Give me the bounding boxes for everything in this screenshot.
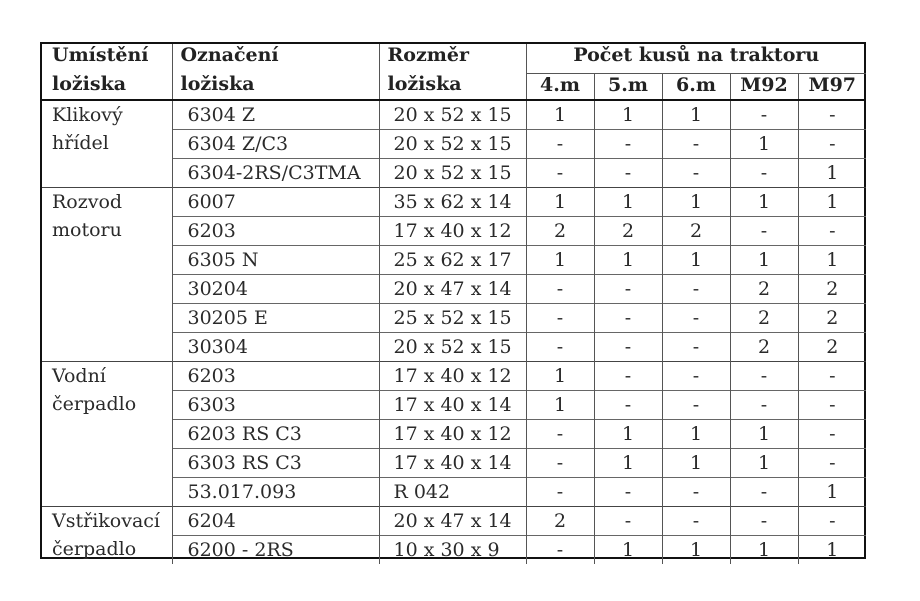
location-label-line: čerpadlo bbox=[52, 538, 137, 560]
count-cell: 1 bbox=[662, 449, 730, 478]
count-cell: - bbox=[594, 507, 662, 536]
count-cell: 1 bbox=[526, 391, 594, 420]
header-tractor-5m: 5.m bbox=[594, 73, 662, 100]
count-cell: - bbox=[526, 449, 594, 478]
location-label-line: Vodní bbox=[52, 365, 106, 387]
dimension-cell: 20 x 52 x 15 bbox=[379, 130, 526, 159]
count-cell: - bbox=[798, 100, 866, 130]
designation-cell: 30304 bbox=[172, 333, 379, 362]
count-cell: 1 bbox=[662, 246, 730, 275]
dimension-cell: 20 x 52 x 15 bbox=[379, 100, 526, 130]
dimension-cell: 17 x 40 x 12 bbox=[379, 217, 526, 246]
count-cell: - bbox=[526, 304, 594, 333]
header-location-line1: Umístění bbox=[52, 44, 149, 66]
count-cell: 1 bbox=[730, 130, 798, 159]
count-cell: 2 bbox=[730, 304, 798, 333]
location-cell bbox=[42, 362, 172, 507]
count-cell: 2 bbox=[662, 217, 730, 246]
count-cell: 1 bbox=[730, 246, 798, 275]
count-cell: 2 bbox=[798, 275, 866, 304]
designation-cell: 6204 bbox=[172, 507, 379, 536]
header-tractor-m92: M92 bbox=[730, 73, 798, 100]
dimension-cell: 20 x 52 x 15 bbox=[379, 333, 526, 362]
count-cell: 1 bbox=[798, 188, 866, 217]
table-row bbox=[42, 362, 866, 391]
count-cell: - bbox=[594, 304, 662, 333]
count-cell: 1 bbox=[730, 449, 798, 478]
count-cell: 2 bbox=[594, 217, 662, 246]
table-row bbox=[42, 188, 866, 217]
count-cell: 2 bbox=[798, 304, 866, 333]
count-cell: - bbox=[594, 275, 662, 304]
designation-cell: 53.017.093 bbox=[172, 478, 379, 507]
count-cell: 1 bbox=[798, 536, 866, 565]
dimension-cell: 35 x 62 x 14 bbox=[379, 188, 526, 217]
count-cell: - bbox=[730, 159, 798, 188]
count-cell: - bbox=[798, 391, 866, 420]
count-cell: - bbox=[662, 159, 730, 188]
dimension-cell: 20 x 47 x 14 bbox=[379, 275, 526, 304]
header-tractor-6m: 6.m bbox=[662, 73, 730, 100]
count-cell: - bbox=[798, 449, 866, 478]
count-cell: - bbox=[662, 275, 730, 304]
count-cell: 1 bbox=[526, 188, 594, 217]
count-cell: 1 bbox=[594, 536, 662, 565]
header-count-group: Počet kusů na traktoru bbox=[526, 44, 866, 73]
count-cell: - bbox=[662, 304, 730, 333]
designation-cell: 6203 RS C3 bbox=[172, 420, 379, 449]
table-header bbox=[42, 44, 866, 100]
dimension-cell: 17 x 40 x 14 bbox=[379, 449, 526, 478]
header-designation-line1: Označení bbox=[172, 44, 379, 73]
dimension-cell: 25 x 62 x 17 bbox=[379, 246, 526, 275]
count-cell: - bbox=[798, 362, 866, 391]
count-cell: 2 bbox=[730, 275, 798, 304]
designation-cell: 6303 bbox=[172, 391, 379, 420]
count-cell: 2 bbox=[798, 333, 866, 362]
count-cell: - bbox=[730, 217, 798, 246]
dimension-cell: 20 x 52 x 15 bbox=[379, 159, 526, 188]
count-cell: - bbox=[594, 478, 662, 507]
count-cell: - bbox=[798, 217, 866, 246]
dimension-cell: 17 x 40 x 14 bbox=[379, 391, 526, 420]
count-cell: 1 bbox=[662, 536, 730, 565]
designation-cell: 6303 RS C3 bbox=[172, 449, 379, 478]
count-cell: - bbox=[730, 362, 798, 391]
dimension-cell: 25 x 52 x 15 bbox=[379, 304, 526, 333]
count-cell: 1 bbox=[526, 246, 594, 275]
count-cell: 1 bbox=[730, 536, 798, 565]
dimension-cell: R 042 bbox=[379, 478, 526, 507]
count-cell: 1 bbox=[594, 449, 662, 478]
count-cell: 1 bbox=[798, 246, 866, 275]
count-cell: - bbox=[594, 159, 662, 188]
designation-cell: 6203 bbox=[172, 217, 379, 246]
count-cell: - bbox=[594, 362, 662, 391]
count-cell: 1 bbox=[594, 246, 662, 275]
count-cell: - bbox=[594, 130, 662, 159]
designation-cell: 6304 Z/C3 bbox=[172, 130, 379, 159]
count-cell: - bbox=[730, 478, 798, 507]
count-cell: 1 bbox=[798, 159, 866, 188]
table-body bbox=[42, 100, 866, 564]
bearing-table-frame bbox=[40, 42, 866, 559]
location-label-line: Vstřikovací bbox=[52, 510, 160, 532]
bearing-table bbox=[42, 44, 866, 564]
dimension-cell: 20 x 47 x 14 bbox=[379, 507, 526, 536]
count-cell: - bbox=[526, 333, 594, 362]
count-cell: - bbox=[798, 420, 866, 449]
table-row bbox=[42, 100, 866, 130]
designation-cell: 6305 N bbox=[172, 246, 379, 275]
count-cell: 1 bbox=[594, 188, 662, 217]
count-cell: 1 bbox=[594, 100, 662, 130]
count-cell: - bbox=[662, 478, 730, 507]
location-cell bbox=[42, 100, 172, 188]
location-label-line: hřídel bbox=[52, 132, 109, 154]
count-cell: - bbox=[730, 507, 798, 536]
location-cell bbox=[42, 188, 172, 362]
count-cell: 1 bbox=[594, 420, 662, 449]
table-row bbox=[42, 507, 866, 536]
count-cell: 1 bbox=[662, 100, 730, 130]
dimension-cell: 10 x 30 x 9 bbox=[379, 536, 526, 565]
count-cell: - bbox=[662, 391, 730, 420]
count-cell: - bbox=[798, 130, 866, 159]
count-cell: - bbox=[594, 391, 662, 420]
designation-cell: 6203 bbox=[172, 362, 379, 391]
designation-cell: 30204 bbox=[172, 275, 379, 304]
count-cell: - bbox=[662, 130, 730, 159]
count-cell: - bbox=[526, 536, 594, 565]
count-cell: 2 bbox=[730, 333, 798, 362]
dimension-cell: 17 x 40 x 12 bbox=[379, 420, 526, 449]
count-cell: 1 bbox=[730, 420, 798, 449]
count-cell: - bbox=[730, 100, 798, 130]
location-label-line: čerpadlo bbox=[52, 393, 137, 415]
count-cell: - bbox=[526, 420, 594, 449]
count-cell: 1 bbox=[730, 188, 798, 217]
count-cell: - bbox=[526, 159, 594, 188]
header-dimension-line2: ložiska bbox=[379, 73, 526, 100]
designation-cell: 30205 E bbox=[172, 304, 379, 333]
designation-cell: 6200 - 2RS bbox=[172, 536, 379, 565]
header-designation-line2: ložiska bbox=[172, 73, 379, 100]
location-label-line: Rozvod bbox=[52, 191, 123, 213]
count-cell: - bbox=[526, 130, 594, 159]
header-location-line2: ložiska bbox=[42, 73, 172, 100]
count-cell: - bbox=[662, 362, 730, 391]
count-cell: - bbox=[662, 507, 730, 536]
count-cell: - bbox=[798, 507, 866, 536]
designation-cell: 6304-2RS/C3TMA bbox=[172, 159, 379, 188]
count-cell: 1 bbox=[662, 188, 730, 217]
count-cell: 1 bbox=[662, 420, 730, 449]
count-cell: - bbox=[730, 391, 798, 420]
count-cell: - bbox=[594, 333, 662, 362]
designation-cell: 6304 Z bbox=[172, 100, 379, 130]
count-cell: - bbox=[662, 333, 730, 362]
header-tractor-4m: 4.m bbox=[526, 73, 594, 100]
count-cell: 1 bbox=[798, 478, 866, 507]
count-cell: 1 bbox=[526, 362, 594, 391]
count-cell: 2 bbox=[526, 507, 594, 536]
location-label-line: Klikový bbox=[52, 104, 123, 126]
header-tractor-m97: M97 bbox=[798, 73, 866, 100]
designation-cell: 6007 bbox=[172, 188, 379, 217]
dimension-cell: 17 x 40 x 12 bbox=[379, 362, 526, 391]
count-cell: - bbox=[526, 478, 594, 507]
header-dimension-line1: Rozměr bbox=[379, 44, 526, 73]
count-cell: 2 bbox=[526, 217, 594, 246]
count-cell: - bbox=[526, 275, 594, 304]
location-label-line: motoru bbox=[52, 219, 122, 241]
count-cell: 1 bbox=[526, 100, 594, 130]
location-cell bbox=[42, 507, 172, 565]
